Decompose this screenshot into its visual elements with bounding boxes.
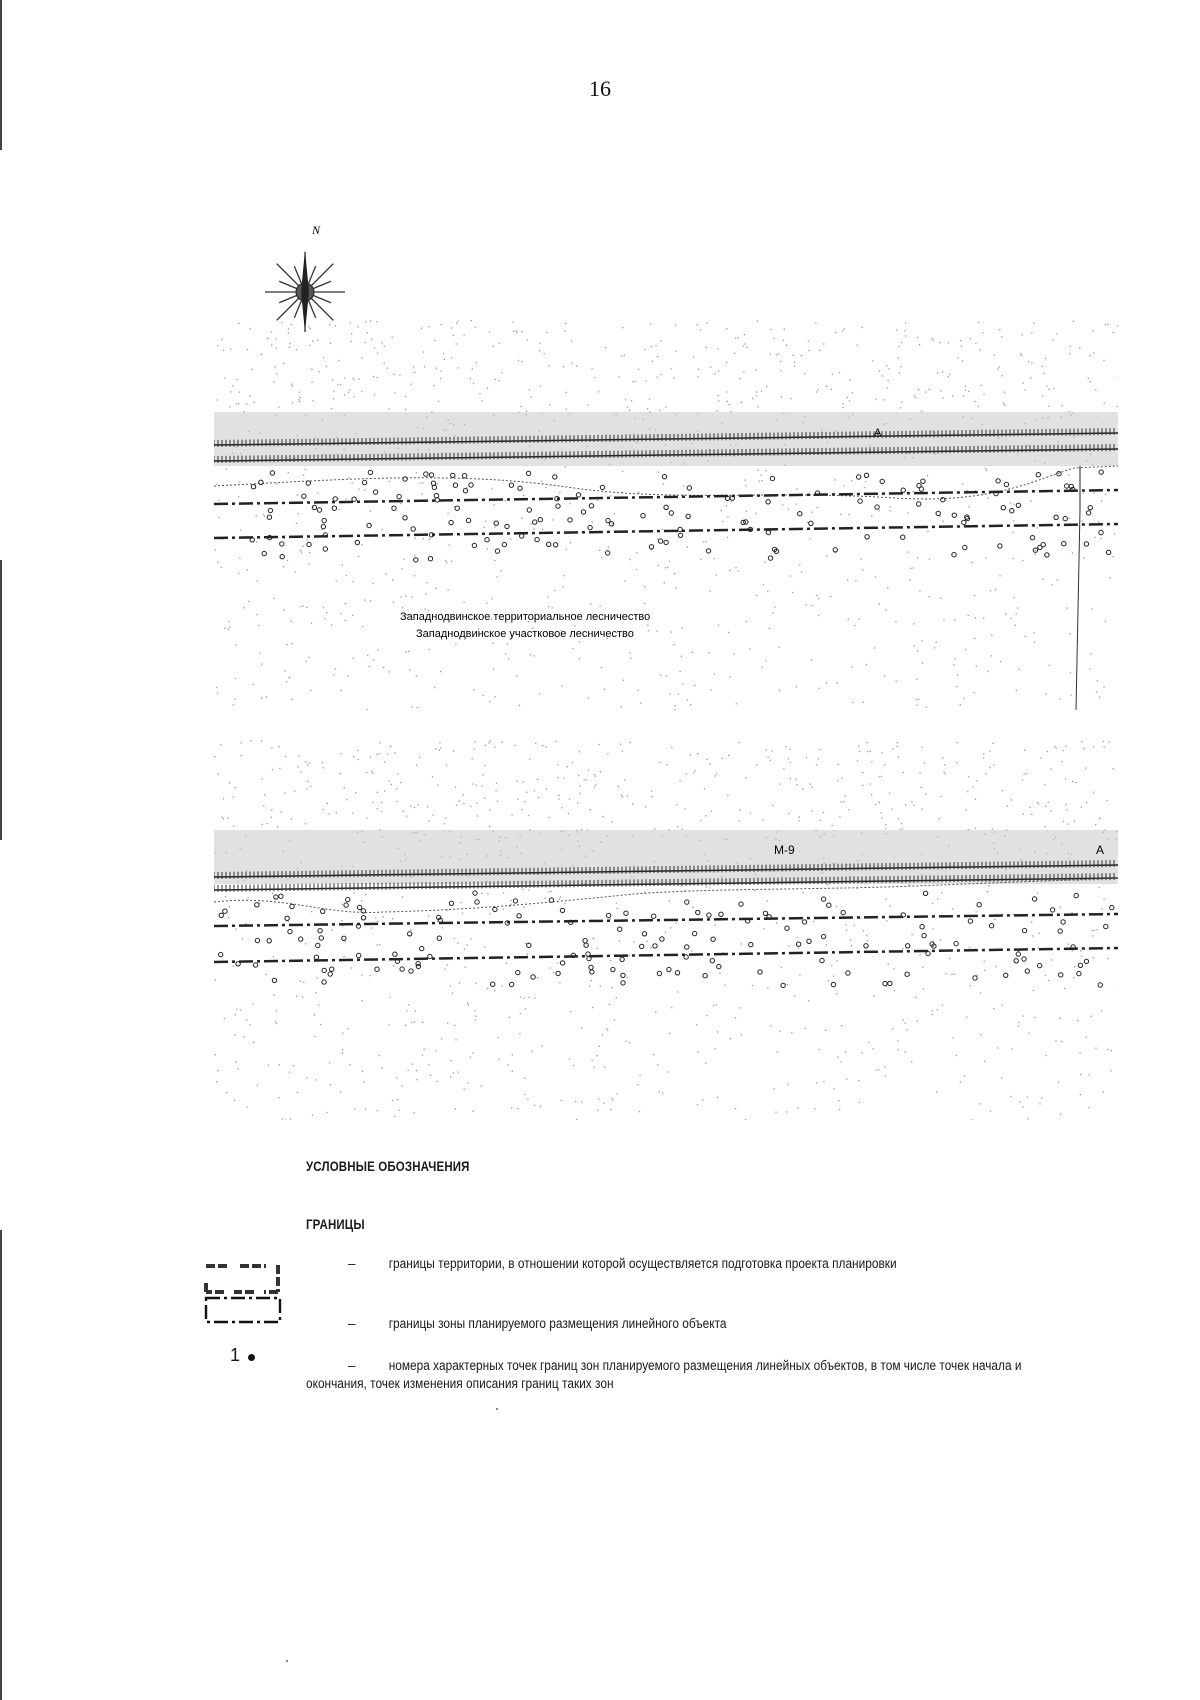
forestry-label-line-1: Западнодвинское территориальное лесничество <box>400 611 650 623</box>
legend-dash: – <box>348 1357 356 1375</box>
road-label: М-9 <box>774 843 795 857</box>
forestry-label-line-2: Западнодвинское участковое лесничество <box>416 628 634 640</box>
legend-section-title: ГРАНИЦЫ <box>306 1216 365 1232</box>
legend-dash: – <box>348 1255 356 1273</box>
page-edge-mark <box>0 0 2 150</box>
legend-title: УСЛОВНЫЕ ОБОЗНАЧЕНИЯ <box>306 1158 470 1174</box>
compass-north-label: N <box>311 223 321 237</box>
map-bottom-marker: А <box>1096 843 1104 857</box>
legend-item-text: границы зоны планируемого размещения линейного объекта <box>306 1315 1023 1333</box>
map-top-marker: А <box>874 427 882 439</box>
point-symbol-icon <box>248 1354 255 1361</box>
page-number: 16 <box>0 76 1200 102</box>
legend-dash: – <box>348 1315 356 1333</box>
map-panel-bottom <box>214 740 1118 1120</box>
legend-item-text: номера характерных точек границ зон планируемого размещения линейных объектов, в том числе точек начала и окончания, точек изменения описания границ таких зон <box>306 1357 1023 1393</box>
map-panel-top <box>214 320 1118 710</box>
scan-speck <box>286 1660 288 1662</box>
legend-item-territory <box>306 1255 1026 1273</box>
territory-boundary-symbol <box>204 1262 286 1326</box>
page-edge-mark <box>0 560 2 840</box>
page-edge-mark <box>0 1230 2 1700</box>
legend-item-text: границы территории, в отношении которой осуществляется подготовка проекта планировки <box>306 1255 1023 1273</box>
legend-item-zone <box>306 1315 1026 1333</box>
point-symbol-label: 1 <box>230 1345 240 1366</box>
scan-speck <box>496 1408 498 1410</box>
legend-item-points <box>306 1357 1026 1393</box>
